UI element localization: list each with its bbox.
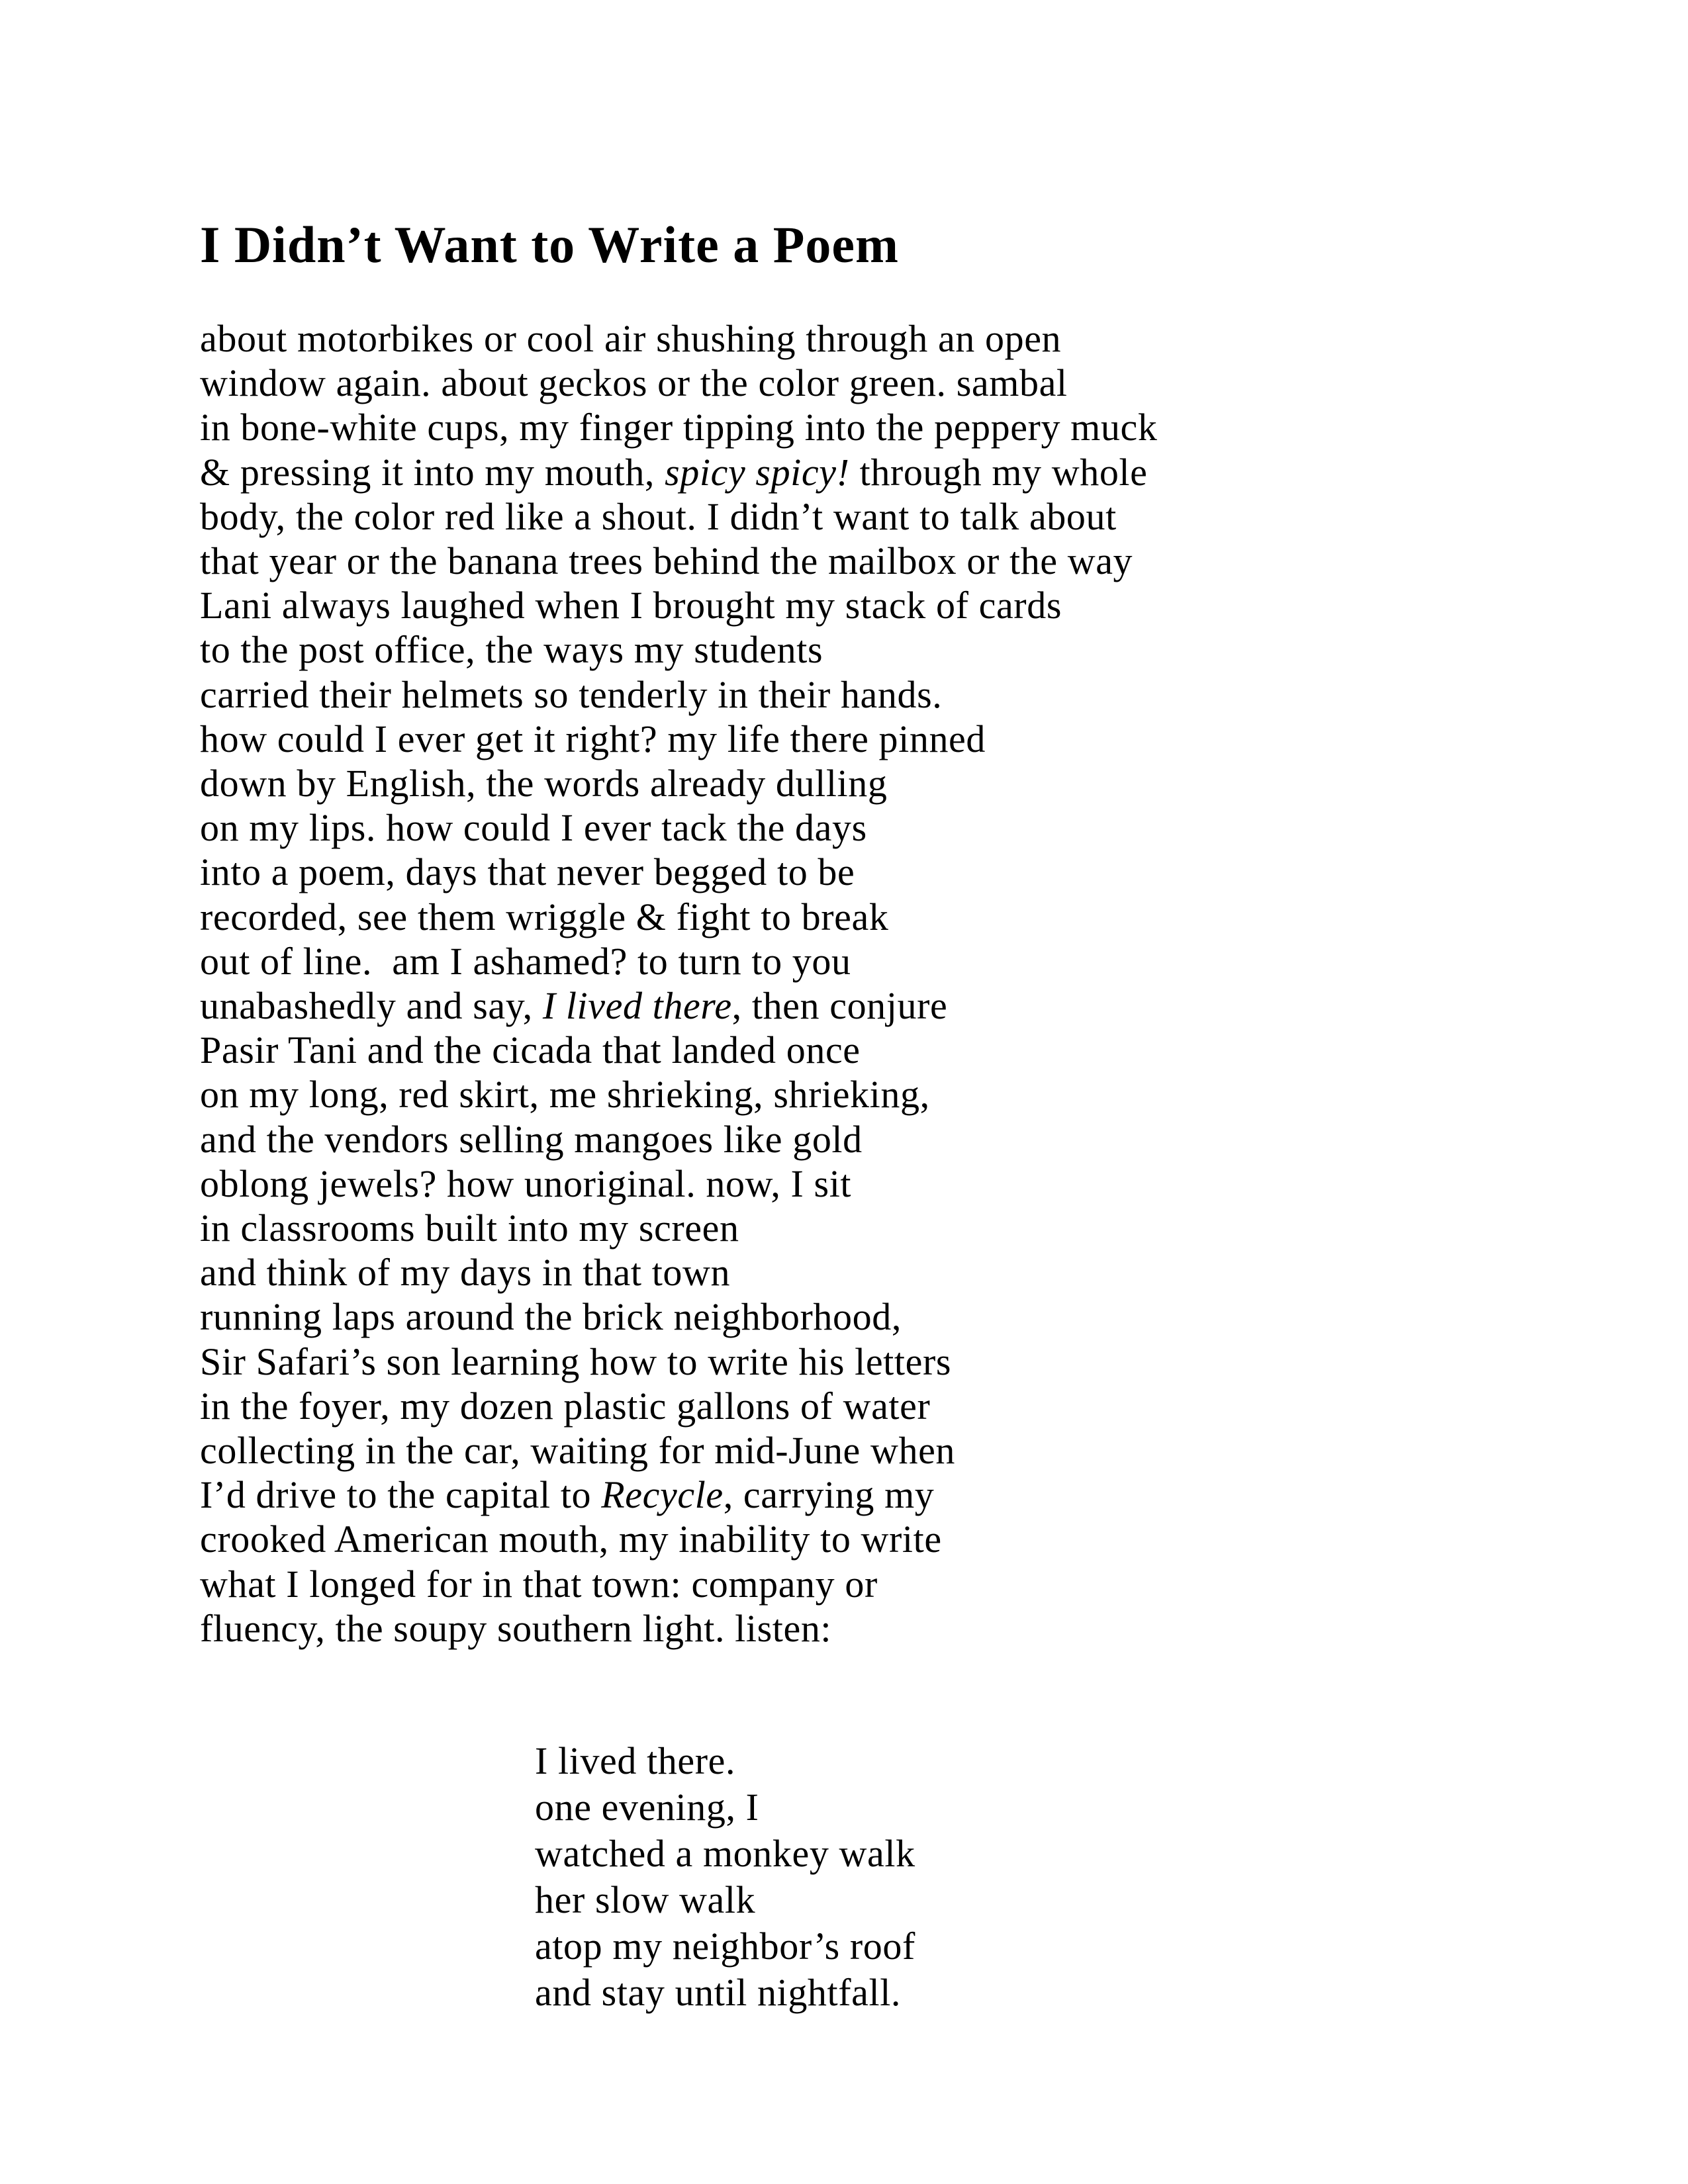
poem-line: [200, 405, 1157, 449]
line-text: I’d drive to the capital to: [200, 1473, 602, 1517]
poem-line: atop my neighbor’s roof: [535, 1925, 915, 1968]
line-text: how could I ever get it right? my life there pinned: [200, 717, 986, 760]
poem-line: her slow walk: [535, 1878, 756, 1921]
poem-line: [200, 583, 1157, 627]
poem-stanza-indented: [535, 1738, 915, 2016]
line-text: recorded, see them wriggle & fight to break: [200, 895, 889, 938]
line-text: fluency, the soupy southern light. listen:: [200, 1606, 832, 1650]
line-text: through my whole: [849, 450, 1148, 494]
poem-line: [200, 983, 1157, 1028]
poem-line: [200, 1428, 1157, 1473]
italic-text: spicy spicy!: [665, 450, 850, 494]
line-text: what I longed for in that town: company or: [200, 1562, 878, 1606]
poem-line: [200, 316, 1157, 361]
line-text: out of line. am I ashamed? to turn to you: [200, 939, 851, 983]
poem-line: [200, 1250, 1157, 1295]
line-text: to the post office, the ways my students: [200, 628, 823, 672]
line-text: Pasir Tani and the cicada that landed once: [200, 1028, 861, 1072]
line-text: running laps around the brick neighborhood,: [200, 1295, 902, 1339]
line-text: down by English, the words already dulling: [200, 762, 888, 805]
poem-stanza-main: [200, 316, 1157, 1651]
poem-line: [200, 1117, 1157, 1161]
poem-line: [200, 1072, 1157, 1116]
poem-line: [200, 805, 1157, 850]
line-text: carried their helmets so tenderly in their hands.: [200, 672, 943, 716]
line-text: and the vendors selling mangoes like gold: [200, 1117, 863, 1161]
line-text: body, the color red like a shout. I didn’t want to talk about: [200, 494, 1117, 538]
poem-line: I lived there.: [535, 1739, 736, 1782]
poem-line: [200, 627, 1157, 672]
poem-line: [200, 1517, 1157, 1561]
poem-line: and stay until nightfall.: [535, 1971, 902, 2014]
poem-line: [200, 761, 1157, 805]
poem-line: [200, 1473, 1157, 1517]
poem-line: [200, 1384, 1157, 1428]
poem-line: [200, 361, 1157, 405]
poem-line: [200, 672, 1157, 717]
poem-line: one evening, I: [535, 1786, 759, 1829]
poem-line: [200, 494, 1157, 539]
line-text: , carrying my: [723, 1473, 935, 1517]
poem-line: [200, 1295, 1157, 1339]
line-text: window again. about geckos or the color green. sambal: [200, 361, 1068, 405]
line-text: in the foyer, my dozen plastic gallons of water: [200, 1384, 931, 1428]
poem-line: watched a monkey walk: [535, 1832, 915, 1875]
line-text: collecting in the car, waiting for mid-June when: [200, 1429, 956, 1473]
line-text: unabashedly and say,: [200, 984, 543, 1028]
poem-line: [200, 1562, 1157, 1606]
poem-line: [200, 539, 1157, 583]
line-text: Sir Safari’s son learning how to write his letters: [200, 1340, 952, 1383]
italic-text: I lived there: [542, 984, 732, 1028]
poem-title: I Didn’t Want to Write a Poem: [200, 216, 899, 273]
poem-line: [200, 895, 1157, 939]
line-text: about motorbikes or cool air shushing through an open: [200, 317, 1062, 360]
line-text: & pressing it into my mouth,: [200, 450, 665, 494]
line-text: into a poem, days that never begged to be: [200, 850, 855, 894]
line-text: crooked American mouth, my inability to write: [200, 1518, 942, 1561]
line-text: on my long, red skirt, me shrieking, shrieking,: [200, 1073, 930, 1116]
line-text: that year or the banana trees behind the mailbox or the way: [200, 539, 1133, 583]
line-text: in bone-white cups, my finger tipping into the peppery muck: [200, 406, 1158, 449]
italic-text: Recycle: [601, 1473, 724, 1517]
line-text: on my lips. how could I ever tack the days: [200, 806, 867, 850]
poem-line: [200, 1206, 1157, 1250]
poem-line: [200, 939, 1157, 983]
poem-line: [200, 1161, 1157, 1206]
poem-line: [200, 450, 1157, 494]
line-text: oblong jewels? how unoriginal. now, I sit: [200, 1161, 852, 1205]
line-text: and think of my days in that town: [200, 1251, 731, 1295]
poem-line: [200, 1606, 1157, 1651]
poem-line: [200, 1340, 1157, 1384]
poem-line: [200, 1028, 1157, 1072]
line-text: Lani always laughed when I brought my stack of cards: [200, 584, 1062, 627]
line-text: , then conjure: [731, 984, 948, 1028]
poem-line: [200, 850, 1157, 894]
line-text: in classrooms built into my screen: [200, 1206, 739, 1250]
poem-line: [200, 717, 1157, 761]
